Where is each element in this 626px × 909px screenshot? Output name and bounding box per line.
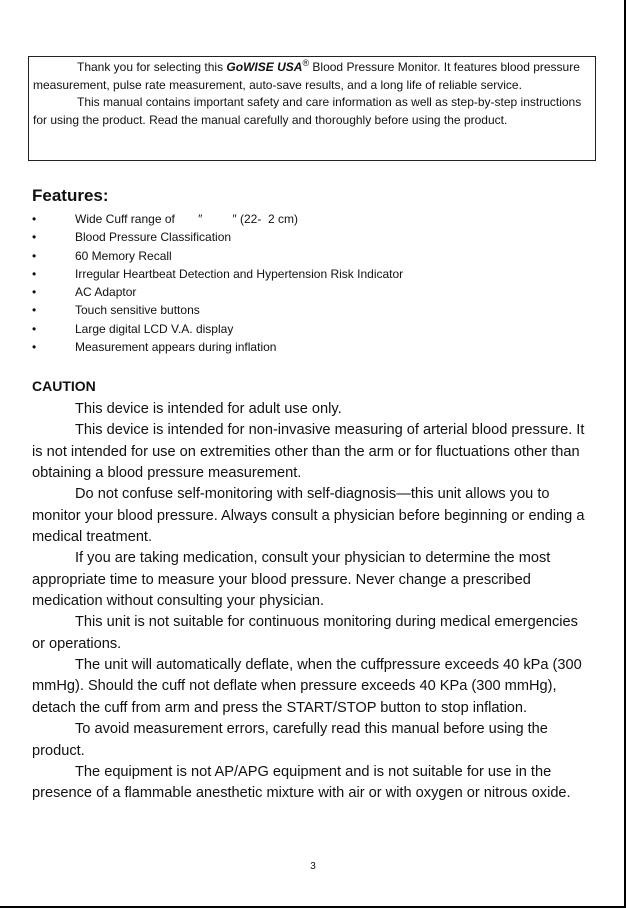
brand-name: GoWISE USA bbox=[226, 60, 303, 74]
intro-paragraph-2: This manual contains important safety and care information as well as step-by-step instructions for using the product. Read the manual carefully and thoroughly before using the product. bbox=[33, 95, 582, 127]
feature-item bbox=[32, 338, 403, 356]
feature-text: Touch sensitive buttons bbox=[75, 303, 200, 318]
feature-text: Wide Cuff range of ″ ″ (22- 2 cm) bbox=[75, 212, 299, 226]
caution-paragraph: If you are taking medication, consult your physician to determine the most appropriate time to measure your blood pressure. Never change a prescribed medication without consulting your physician. bbox=[32, 550, 551, 610]
feature-text: Blood Pressure Classification bbox=[75, 230, 232, 245]
features-list bbox=[32, 210, 403, 356]
feature-text: 60 Memory Recall bbox=[75, 248, 172, 263]
caution-body bbox=[32, 399, 592, 805]
feature-text: AC Adaptor bbox=[75, 285, 137, 300]
feature-item bbox=[32, 228, 403, 246]
caution-paragraph: Do not confuse self-monitoring with self-diagnosis—this unit allows you to monitor your blood pressure. Always consult a physician before beginning or ending a medical treatment. bbox=[32, 486, 585, 546]
page-number: 3 bbox=[310, 861, 316, 872]
features-heading: Features: bbox=[32, 186, 109, 205]
caution-paragraph: This device is intended for non-invasive measuring of arterial blood pressure. It is not intended for use on extremities other than the arm or for fluctuations other than obtaining a blood pressure measurement. bbox=[32, 422, 585, 482]
feature-item bbox=[32, 301, 403, 319]
feature-item bbox=[32, 320, 403, 338]
intro-text: Thank you for selecting this bbox=[77, 60, 227, 74]
feature-item bbox=[32, 247, 403, 265]
intro-box bbox=[28, 56, 596, 161]
bullet-icon: • bbox=[32, 248, 37, 263]
registered-mark: ® bbox=[302, 58, 310, 68]
caution-paragraph: This device is intended for adult use only. bbox=[75, 401, 342, 417]
caution-paragraph: To avoid measurement errors, carefully read this manual before using the product. bbox=[32, 721, 548, 759]
caution-paragraph: This unit is not suitable for continuous monitoring during medical emergencies or operations. bbox=[32, 614, 578, 652]
bullet-icon: • bbox=[32, 266, 37, 281]
feature-text: Measurement appears during inflation bbox=[75, 340, 277, 355]
intro-paragraph-1 bbox=[33, 59, 591, 94]
bullet-icon: • bbox=[32, 230, 37, 245]
feature-text: Irregular Heartbeat Detection and Hypertension Risk Indicator bbox=[75, 266, 404, 281]
intro-text-continued: Blood Pressure Monitor. It features blood pressure measurement, pulse rate measurement, auto-save results, and a long life of reliable service. bbox=[33, 60, 580, 92]
feature-text: Large digital LCD V.A. display bbox=[75, 321, 234, 336]
bullet-icon: • bbox=[32, 285, 37, 300]
feature-item bbox=[32, 265, 403, 283]
bullet-icon: • bbox=[32, 303, 37, 318]
feature-item bbox=[32, 210, 403, 228]
caution-paragraph: The equipment is not AP/APG equipment and is not suitable for use in the presence of a flammable anesthetic mixture with air or with oxygen or nitrous oxide. bbox=[32, 763, 571, 802]
bullet-icon: • bbox=[32, 321, 37, 336]
caution-heading: CAUTION bbox=[32, 378, 96, 394]
bullet-icon: • bbox=[32, 212, 37, 226]
bullet-icon: • bbox=[32, 340, 37, 355]
caution-paragraph: The unit will automatically deflate, when the cuffpressure exceeds 40 kPa (300 mmHg). Should the cuff not deflate when pressure exceeds 40 KPa (300 mmHg), detach the cuff from arm and press the START/STOP button to stop inflation. bbox=[32, 657, 582, 716]
feature-item bbox=[32, 283, 403, 301]
